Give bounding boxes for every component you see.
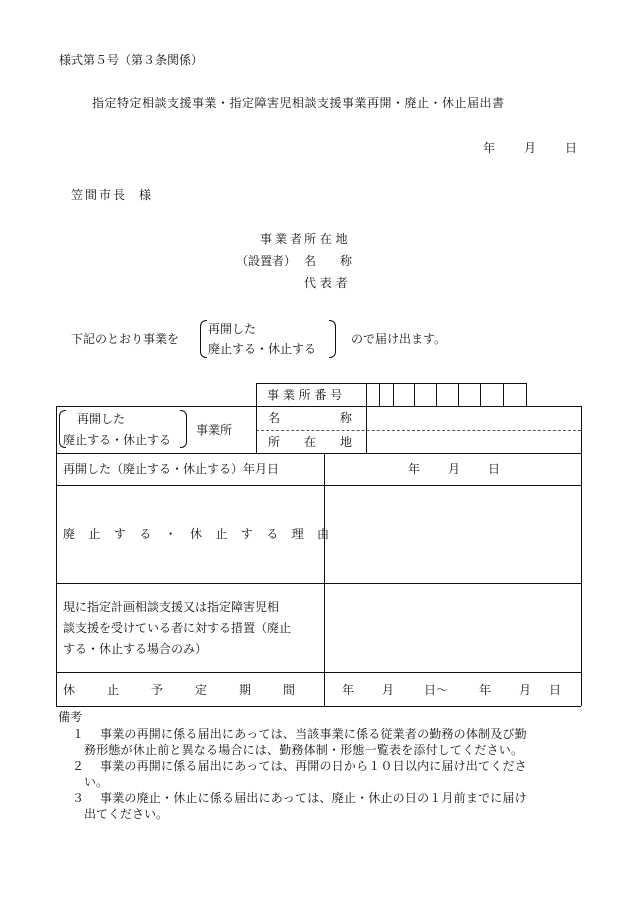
date-row-year: 年: [408, 462, 421, 476]
applicant-setchisha-label: （設置者）: [236, 254, 297, 268]
reason-input[interactable]: [325, 486, 580, 582]
office-address-label: 所 在 地: [268, 435, 353, 449]
note-text-line1: 事業の再開に係る届出にあっては、当該事業に係る従業者の勤務の体制及び勤: [100, 727, 527, 741]
statement-option-bracket: [200, 320, 336, 358]
date-row-month: 月: [448, 462, 461, 476]
office-address-input[interactable]: [367, 431, 580, 452]
note-text-line2: 務形態が休止前と異なる場合には、勤務体制・形態一覧表を添付してください。: [84, 743, 524, 757]
measures-label-line1: 現に指定計画相談支援又は指定障害児相: [63, 600, 280, 614]
period-month-1: 月: [382, 683, 395, 697]
measures-label-line3: する・休止する場合のみ）: [63, 642, 208, 656]
reason-label: 廃止する・休止する理由: [63, 527, 343, 541]
period-label: 休止予定期間: [63, 683, 328, 697]
measures-input[interactable]: [325, 584, 580, 671]
notes-heading: 備考: [58, 710, 83, 724]
applicant-name-label: 名 称: [304, 254, 353, 268]
measures-label-line2: 談支援を受けている者に対する措置（廃止: [63, 621, 292, 635]
period-day-1: 日～: [424, 683, 449, 697]
note-text-line1: 事業の再開に係る届出にあっては、再開の日から１０日以内に届け出てくださ: [100, 759, 527, 773]
statement-option-reopened[interactable]: 再開した: [208, 322, 257, 336]
period-year-2: 年: [479, 683, 492, 697]
addressee-name: 笠間市長: [71, 188, 128, 202]
statement-suffix: ので届け出ます。: [351, 332, 447, 346]
office-number-label: 事 業 所 番 号: [267, 388, 343, 402]
applicant-jigyosha-label: 事業者: [260, 232, 306, 246]
applicant-address-label: 所 在 地: [304, 232, 348, 246]
period-day-2: 日: [549, 683, 562, 697]
office-option-bracket: [59, 410, 187, 448]
date-row-day: 日: [488, 462, 501, 476]
note-number: ３: [72, 791, 85, 805]
note-number: １: [72, 727, 85, 741]
form-number: 様式第５号（第３条関係）: [59, 53, 204, 67]
note-number: ２: [72, 759, 85, 773]
note-text-line2: い。: [84, 775, 109, 789]
date-day-label: 日: [565, 141, 578, 155]
office-number-input[interactable]: [367, 384, 525, 405]
period-year-1: 年: [342, 683, 355, 697]
note-text-line1: 事業の廃止・休止に係る届出にあっては、廃止・休止の日の１月前までに届け: [100, 791, 527, 805]
office-name-input[interactable]: [367, 407, 580, 429]
statement-option-abolish-suspend[interactable]: 廃止する・休止する: [208, 342, 317, 356]
office-option-reopened[interactable]: 再開した: [77, 412, 126, 426]
date-month-label: 月: [524, 141, 537, 155]
office-label: 事業所: [196, 423, 233, 437]
page-title: 指定特定相談支援事業・指定障害児相談支援事業再開・廃止・休止届出書: [92, 96, 505, 110]
statement-prefix: 下記のとおり事業を: [71, 332, 180, 346]
date-row-label: 再開した（廃止する・休止する）年月日: [63, 462, 280, 476]
office-name-label: 名 称: [268, 411, 353, 425]
applicant-rep-label: 代 表 者: [304, 276, 348, 290]
period-month-2: 月: [519, 683, 532, 697]
addressee-honorific: 様: [139, 188, 152, 202]
office-option-abolish-suspend[interactable]: 廃止する・休止する: [63, 433, 172, 447]
note-text-line2: 出てください。: [84, 807, 169, 821]
date-year-label: 年: [483, 141, 496, 155]
